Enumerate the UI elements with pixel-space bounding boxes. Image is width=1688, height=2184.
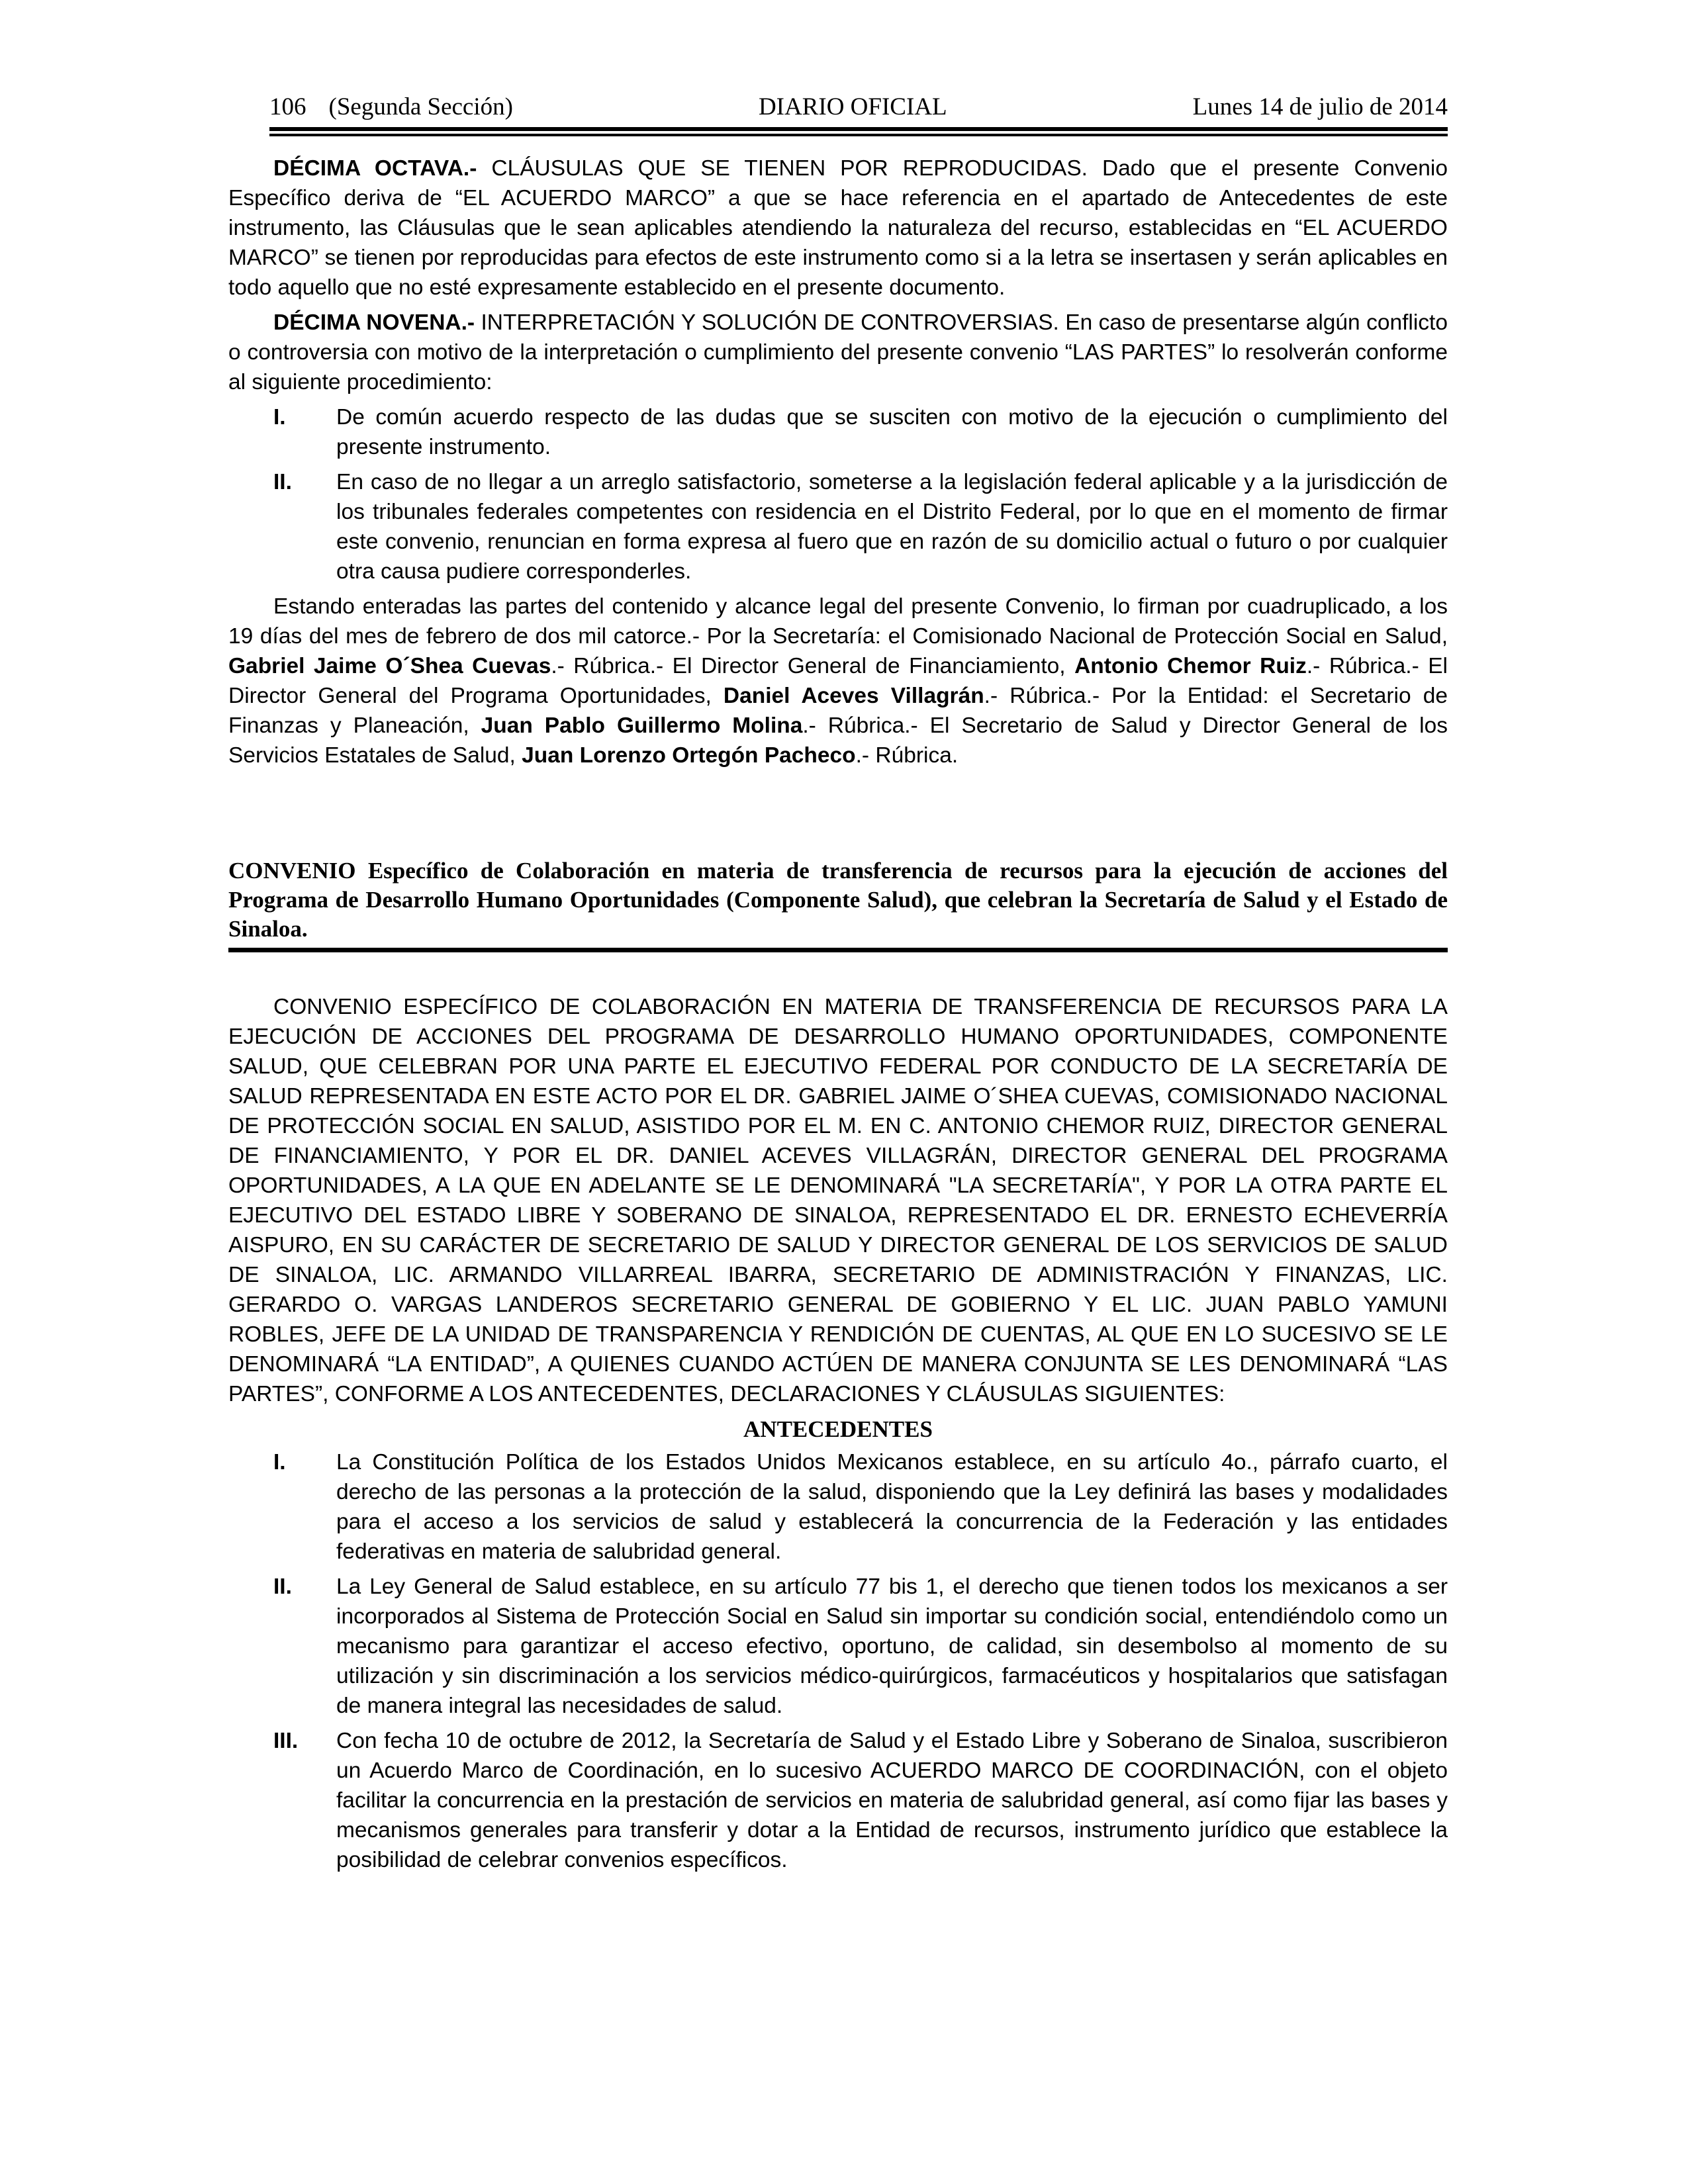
header-rule-thick <box>269 127 1448 131</box>
previous-convenio-end <box>228 154 1448 770</box>
header-left <box>269 93 513 122</box>
list-item <box>228 467 1448 586</box>
list-item-text: En caso de no llegar a un arreglo satisfactorio, someterse a la legislación federal aplicable y a la jurisdicción de los tribunales federales competentes con residencia en el Distrito Federal, por lo que en el momento de firmar este convenio, renuncian en forma expresa al fuero que en razón de su domicilio actual o futuro o por cualquier otra causa pudiere corresponderles. <box>336 470 1448 584</box>
publication-date: Lunes 14 de julio de 2014 <box>1192 93 1448 120</box>
list-item <box>228 1572 1448 1721</box>
convenio-title-rest: Específico de Colaboración en materia de transferencia de recursos para la ejecución de acciones del Programa de Desarrollo Humano Oportunidades (Componente Salud), que celebran la Secretaría de Salud y el Estado de Sinaloa. <box>228 858 1448 942</box>
page-number: 106 <box>269 93 306 120</box>
signatory-name: Gabriel Jaime O´Shea Cuevas <box>228 654 551 678</box>
clause-label: DÉCIMA NOVENA.- <box>273 310 475 335</box>
list-item-text: La Ley General de Salud establece, en su artículo 77 bis 1, el derecho que tienen todos los mexicanos a ser incorporados al Sistema de Protección Social en Salud sin importar su condición social, entendiéndolo como un mecanismo para garantizar el acceso efectivo, oportuno, de calidad, sin desembolso al momento de su utilización y sin discriminación a los servicios médico-quirúrgicos, farmacéuticos y hospitalarios que satisfagan de manera integral las necesidades de salud. <box>336 1574 1448 1718</box>
preamble-paragraph: CONVENIO ESPECÍFICO DE COLABORACIÓN EN MATERIA DE TRANSFERENCIA DE RECURSOS PARA LA EJECUCIÓN DE ACCIONES DEL PROGRAMA DE DESARROLLO HUMANO OPORTUNIDADES, COMPONENTE SALUD, QUE CELEBRAN POR UNA PARTE EL EJECUTIVO FEDERAL POR CONDUCTO DE LA SECRETARÍA DE SALUD REPRESENTADA EN ESTE ACTO POR EL DR. GABRIEL JAIME O´SHEA CUEVAS, COMISIONADO NACIONAL DE PROTECCIÓN SOCIAL EN SALUD, ASISTIDO POR EL M. EN C. ANTONIO CHEMOR RUIZ, DIRECTOR GENERAL DE FINANCIAMIENTO, Y POR EL DR. DANIEL ACEVES VILLAGRÁN, DIRECTOR GENERAL DEL PROGRAMA OPORTUNIDADES, A LA QUE EN ADELANTE SE LE DENOMINARÁ "LA SECRETARÍA", Y POR LA OTRA PARTE EL EJECUTIVO DEL ESTADO LIBRE Y SOBERANO DE SINALOA, REPRESENTADO EL DR. ERNESTO ECHEVERRÍA AISPURO, EN SU CARÁCTER DE SECRETARIO DE SALUD Y DIRECTOR GENERAL DE LOS SERVICIOS DE SALUD DE SINALOA, LIC. ARMANDO VILLARREAL IBARRA, SECRETARIO DE ADMINISTRACIÓN Y FINANZAS, LIC. GERARDO O. VARGAS LANDEROS SECRETARIO GENERAL DE GOBIERNO Y EL LIC. JUAN PABLO YAMUNI ROBLES, JEFE DE LA UNIDAD DE TRANSPARENCIA Y RENDICIÓN DE CUENTAS, AL QUE EN LO SUCESIVO SE LE DENOMINARÁ “LA ENTIDAD”, A QUIENES CUANDO ACTÚEN DE MANERA CONJUNTA SE LES DENOMINARÁ “LAS PARTES”, CONFORME A LOS ANTECEDENTES, DECLARACIONES Y CLÁUSULAS SIGUIENTES: <box>228 995 1448 1406</box>
signature-paragraph <box>228 592 1448 770</box>
header-rule-thin <box>269 134 1448 136</box>
list-item <box>228 1447 1448 1567</box>
list-item-number: I. <box>273 405 286 430</box>
signature-text: .- Rúbrica.- Por la Entidad: el Secretario de Finanzas y Planeación, <box>228 684 1448 738</box>
clause-decima-novena <box>228 308 1448 397</box>
signature-text: .- Rúbrica.- El Director General de Financiamiento, <box>551 654 1075 678</box>
list-item <box>228 1726 1448 1875</box>
signature-text: .- Rúbrica.- El Director General del Programa Oportunidades, <box>228 654 1448 708</box>
signatory-name: Daniel Aceves Villagrán <box>723 684 984 708</box>
section-label: (Segunda Sección) <box>328 93 513 120</box>
convenio-title-lead: CONVENIO <box>228 858 356 884</box>
list-item-text: Con fecha 10 de octubre de 2012, la Secretaría de Salud y el Estado Libre y Soberano de Sinaloa, suscribieron un Acuerdo Marco de Coordinación, en lo sucesivo ACUERDO MARCO DE COORDINACIÓN, con el objeto facilitar la concurrencia en la prestación de servicios en materia de salubridad general, así como fijar las bases y mecanismos generales para transferir y dotar a la Entidad de recursos, instrumento jurídico que establece la posibilidad de celebrar convenios específicos. <box>336 1729 1448 1872</box>
antecedentes-list <box>228 1447 1448 1875</box>
document-page <box>228 93 1448 1880</box>
signatory-name: Antonio Chemor Ruiz <box>1074 654 1307 678</box>
signature-text: Estando enteradas las partes del contenido y alcance legal del presente Convenio, lo firman por cuadruplicado, a los 19 días del mes de febrero de dos mil catorce.- Por la Secretaría: el Comisionado Nacional de Protección Social en Salud, <box>228 594 1448 649</box>
convenio-title <box>228 856 1448 944</box>
list-item-number: II. <box>273 1574 292 1599</box>
clause-label: DÉCIMA OCTAVA.- <box>273 156 477 181</box>
clause-text: INTERPRETACIÓN Y SOLUCIÓN DE CONTROVERSIAS. En caso de presentarse algún conflicto o controversia con motivo de la interpretación o cumplimiento del presente convenio “LAS PARTES” lo resolverán conforme al siguiente procedimiento: <box>228 310 1448 394</box>
list-item-number: II. <box>273 470 292 494</box>
header-double-rule <box>269 127 1448 136</box>
new-convenio <box>228 992 1448 1875</box>
publication-title: DIARIO OFICIAL <box>758 93 947 120</box>
clause-text: CLÁUSULAS QUE SE TIENEN POR REPRODUCIDAS. Dado que el presente Convenio Específico deriva de “EL ACUERDO MARCO” a que se hace referencia en el apartado de Antecedentes de este instrumento, las Cláusulas que le sean aplicables atendiendo la naturaleza del recurso, establecidas en “EL ACUERDO MARCO” se tienen por reproducidas para efectos de este instrumento como si a la letra se insertasen y serán aplicables en todo aquello que no esté expresamente establecido en el presente documento. <box>228 156 1448 300</box>
signature-text: .- Rúbrica.- El Secretario de Salud y Director General de los Servicios Estatales de Salud, <box>228 713 1448 768</box>
list-item-text: La Constitución Política de los Estados Unidos Mexicanos establece, en su artículo 4o., párrafo cuarto, el derecho de las personas a la protección de la salud, disponiendo que la Ley definirá las bases y modalidades para el acceso a los servicios de salud y establecerá la concurrencia de la Federación y las entidades federativas en materia de salubridad general. <box>336 1450 1448 1564</box>
clause-decima-octava <box>228 154 1448 302</box>
antecedentes-heading: ANTECEDENTES <box>743 1416 933 1442</box>
list-item-text: De común acuerdo respecto de las dudas que se susciten con motivo de la ejecución o cumplimiento del presente instrumento. <box>336 405 1448 459</box>
title-rule <box>228 948 1448 952</box>
signatory-name: Juan Pablo Guillermo Molina <box>481 713 803 738</box>
controversy-procedure-list <box>228 402 1448 586</box>
list-item-number: I. <box>273 1450 286 1475</box>
running-header <box>228 93 1448 122</box>
list-item <box>228 402 1448 462</box>
list-item-number: III. <box>273 1729 299 1753</box>
signature-text: .- Rúbrica. <box>855 743 959 768</box>
signatory-name: Juan Lorenzo Ortegón Pacheco <box>522 743 856 768</box>
